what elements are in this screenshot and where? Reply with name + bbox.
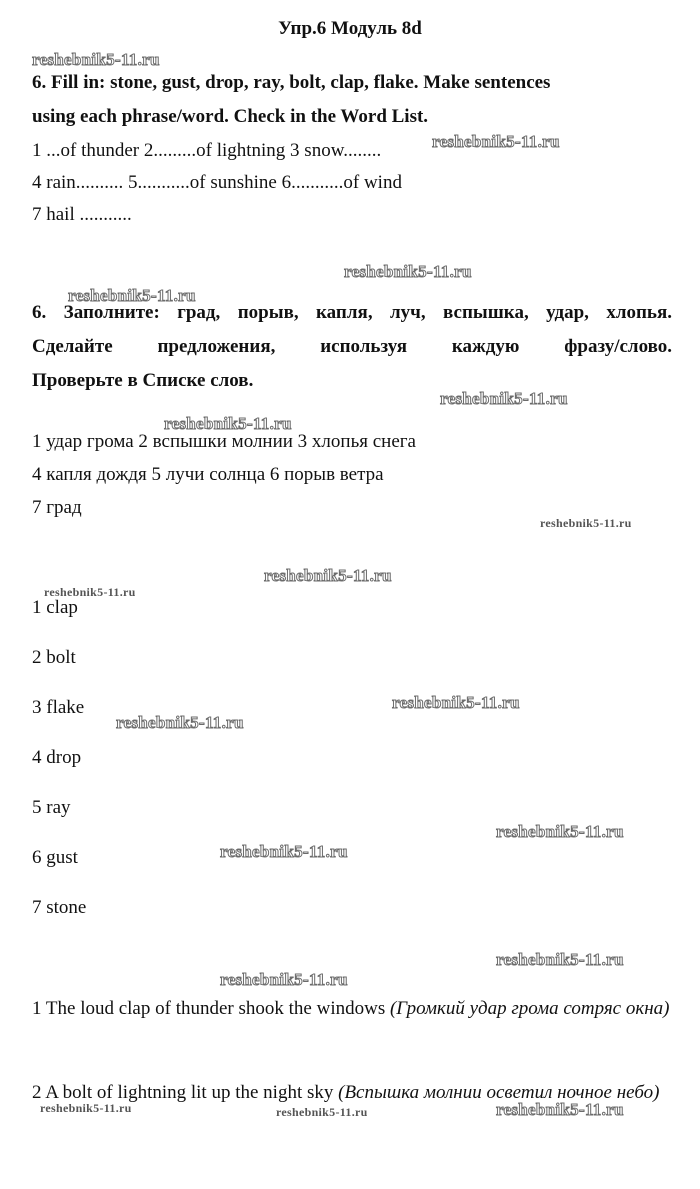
answer-1: 1 clap [32, 597, 78, 618]
sentence-1-en: 1 The loud clap of thunder shook the windows [32, 998, 386, 1019]
watermark: reshebnik5-11.ru [264, 566, 392, 585]
watermark: reshebnik5-11.ru [220, 842, 348, 861]
watermark: reshebnik5-11.ru [496, 950, 624, 969]
watermark: reshebnik5-11.ru [432, 132, 560, 151]
task-en-line2: 4 rain.......... 5...........of sunshine 6...........of wind [32, 172, 402, 193]
watermark: reshebnik5-11.ru [392, 693, 520, 712]
task-en-line3: 7 hail ........... [32, 204, 132, 225]
watermark: reshebnik5-11.ru [44, 585, 136, 599]
watermark: reshebnik5-11.ru [68, 286, 196, 305]
watermark: reshebnik5-11.ru [496, 1100, 624, 1119]
answer-7: 7 stone [32, 897, 87, 918]
watermark: reshebnik5-11.ru [496, 822, 624, 841]
task-ru-line3: 7 град [32, 497, 82, 518]
watermark: reshebnik5-11.ru [32, 50, 160, 69]
sentence-2-en: 2 A bolt of lightning lit up the night sky [32, 1082, 334, 1103]
page-title: Упр.6 Модуль 8d [278, 18, 422, 39]
task-ru-line2: 4 капля дождя 5 лучи солнца 6 порыв ветра [32, 464, 384, 485]
task-en-line1: 1 ...of thunder 2.........of lightning 3 snow........ [32, 140, 382, 161]
task-ru-line1: 1 удар грома 2 вспышки молнии 3 хлопья снега [32, 431, 416, 452]
watermark: reshebnik5-11.ru [116, 713, 244, 732]
answer-6: 6 gust [32, 847, 78, 868]
sentence-1 [32, 993, 672, 1025]
answer-5: 5 ray [32, 797, 71, 818]
task-ru-heading-line1: 6. Заполните: град, порыв, капля, луч, вспышка, удар, хлопья. [32, 302, 672, 323]
answer-2: 2 bolt [32, 647, 76, 668]
watermark: reshebnik5-11.ru [40, 1101, 132, 1115]
watermark: reshebnik5-11.ru [344, 262, 472, 281]
answer-3: 3 flake [32, 697, 85, 718]
task-ru-heading-line2: Сделайте предложения, используя каждую фразу/слово. [32, 336, 672, 357]
task-en-heading-line2: using each phrase/word. Check in the Word List. [32, 106, 429, 127]
watermark: reshebnik5-11.ru [164, 414, 292, 433]
watermark: reshebnik5-11.ru [220, 970, 348, 989]
watermark: reshebnik5-11.ru [440, 389, 568, 408]
sentence-1-ru: (Громкий удар грома сотряс окна) [389, 998, 670, 1019]
task-en-heading-line1: 6. Fill in: stone, gust, drop, ray, bolt, clap, flake. Make sentences [32, 72, 551, 93]
sentence-2-ru: (Вспышка молнии осветил ночное небо) [338, 1082, 660, 1103]
task-ru-heading-line3: Проверьте в Списке слов. [32, 370, 254, 391]
answer-4: 4 drop [32, 747, 82, 768]
watermark: reshebnik5-11.ru [276, 1105, 368, 1119]
watermark: reshebnik5-11.ru [540, 516, 632, 530]
